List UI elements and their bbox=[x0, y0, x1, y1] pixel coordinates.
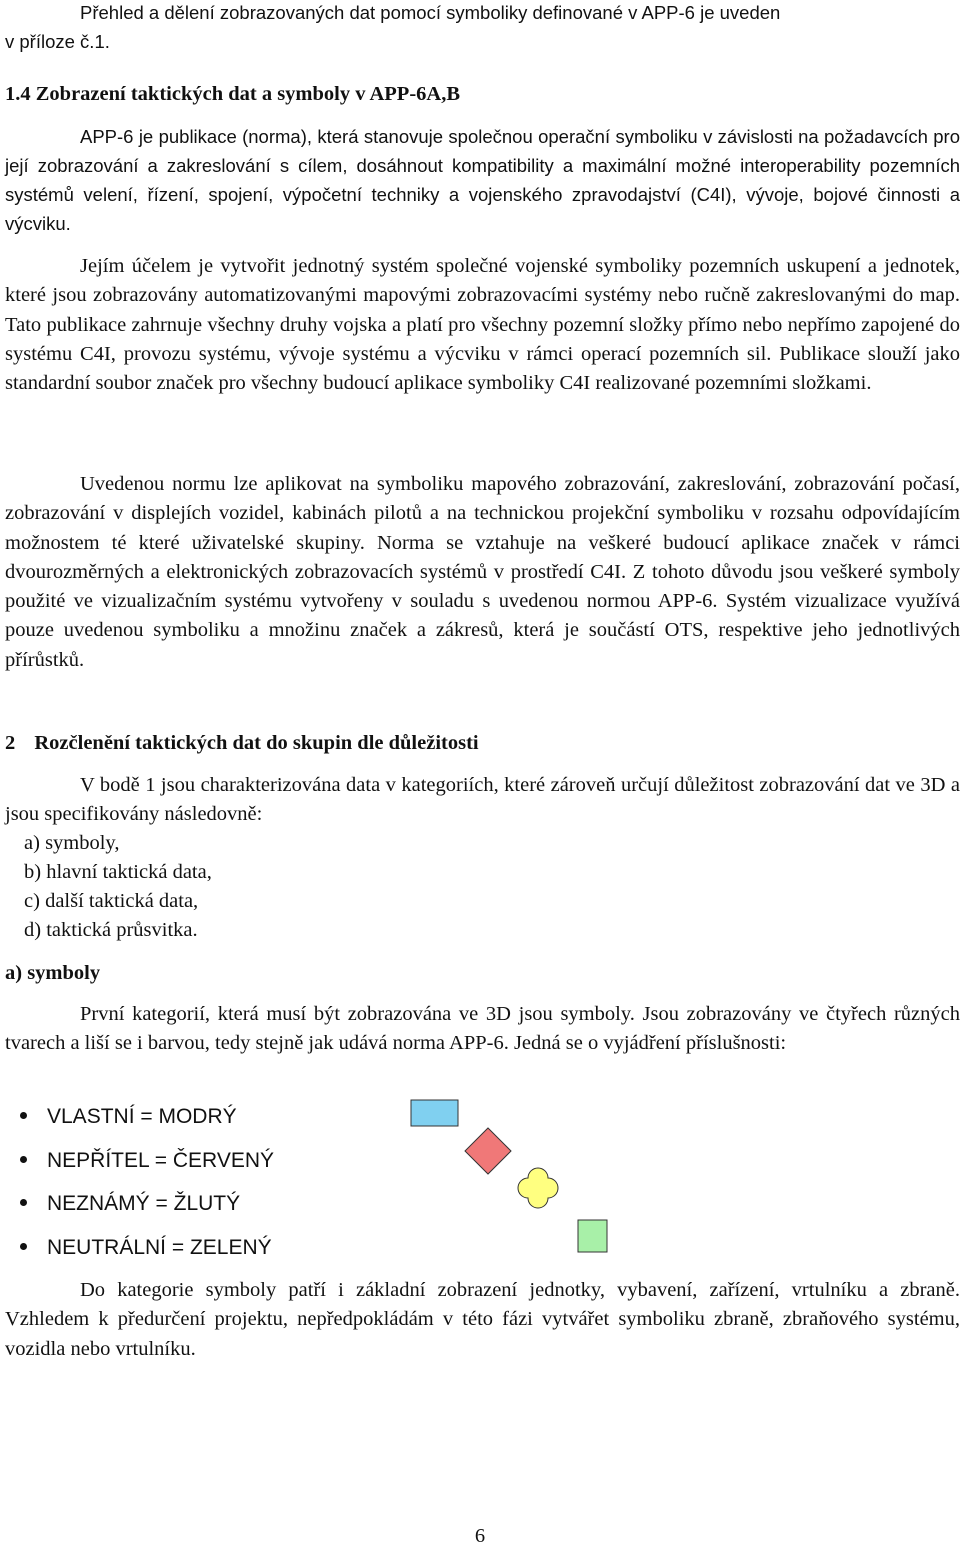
section-number: 2 bbox=[5, 732, 16, 754]
section-number: 1.4 bbox=[5, 83, 31, 105]
bullet-icon bbox=[20, 1199, 27, 1206]
unknown-quatrefoil-icon bbox=[518, 1168, 558, 1208]
neutral-square-icon bbox=[578, 1220, 607, 1252]
bullet-icon bbox=[20, 1112, 27, 1119]
section-2-paragraph-1: V bodě 1 jsou charakterizována data v kategoriích, které zároveň určují důležitost zobrazování dat ve 3D a jsou specifikovány následovně: bbox=[5, 774, 960, 826]
section-1-4-paragraph-2: Jejím účelem je vytvořit jednotný systém společné vojenské symboliky pozemních uskupení a jednotek, které jsou zobrazovány automatizovanými mapovými zobrazovacími systémy nebo ručně zakreslovanými do map. Tato publikace zahrnuje všechny druhy vojska a platí pro všechny pozemní složky přímo nebo nepřímo zapojené do systému C4I, provozu systému, vývoje systému a výcviku v rámci operací pozemních sil. Publikace slouží jako standardní soubor značek pro všechny budoucí aplikace symboliky C4I realizované pozemními složkami. bbox=[5, 255, 960, 395]
section-1-4-heading bbox=[5, 80, 460, 109]
affiliation-symbols bbox=[400, 1090, 620, 1260]
friendly-rectangle-icon bbox=[411, 1100, 458, 1126]
bullet-icon bbox=[20, 1243, 27, 1250]
intro-line-1: Přehled a dělení zobrazovaných dat pomocí symboliky definované v APP-6 je uveden bbox=[80, 2, 781, 23]
section-1-4-paragraph-1: APP-6 je publikace (norma), která stanovuje společnou operační symboliku v závislosti na požadavcích pro její zobrazování a zakreslování s cílem, dosáhnout kompatibility a maximální možné interoperability pozemních systémů velení, řízení, spojení, výpočetní techniky a vojenského zpravodajství (C4I), vývoje, bojové činnosti a výcviku. bbox=[5, 126, 960, 234]
affiliation-item-friendly: VLASTNÍ = MODRÝ bbox=[20, 1102, 237, 1131]
page-number: 6 bbox=[474, 1525, 486, 1547]
section-title: Rozčlenění taktických dat do skupin dle důležitosti bbox=[34, 732, 479, 754]
affiliation-item-unknown: NEZNÁMÝ = ŽLUTÝ bbox=[20, 1189, 240, 1218]
section-title: Zobrazení taktických dat a symboly v APP-6A,B bbox=[35, 83, 460, 105]
section-2-paragraph-2: První kategorií, která musí být zobrazována ve 3D jsou symboly. Jsou zobrazovány ve čtyřech různých tvarech a liší se i barvou, tedy stejně jak udává norma APP-6. Jedná se o vyjádření příslušnosti: bbox=[5, 1003, 960, 1055]
list-item: a) symboly, bbox=[24, 832, 120, 854]
bullet-icon bbox=[20, 1156, 27, 1163]
hostile-diamond-icon bbox=[465, 1128, 511, 1174]
section-2-heading bbox=[5, 729, 479, 758]
affiliation-item-neutral: NEUTRÁLNÍ = ZELENÝ bbox=[20, 1233, 272, 1262]
intro-line-2: v příloze č.1. bbox=[5, 31, 110, 52]
subheading-symboly: a) symboly bbox=[5, 962, 101, 984]
section-2-paragraph-3: Do kategorie symboly patří i základní zobrazení jednotky, vybavení, zařízení, vrtulníku a zbraně. Vzhledem k předurčení projektu, nepředpokládám v této fázi vytvářet symboliku zbraně, zbraňového systému, vozidla nebo vrtulníku. bbox=[5, 1279, 960, 1360]
affiliation-item-hostile: NEPŘÍTEL = ČERVENÝ bbox=[20, 1146, 274, 1175]
section-1-4-paragraph-3: Uvedenou normu lze aplikovat na symboliku mapového zobrazování, zakreslování, zobrazování počasí, zobrazování v displejích vozidel, kabinách pilotů a na technickou projekční symboliku v rozsahu odpovídajícím možnostem té které uživatelské skupiny. Norma se vztahuje na veškeré budoucí aplikace značek v rámci dvourozměrných a elektronických zobrazovacích systémů v prostředí C4I. Z tohoto důvodu jsou veškeré symboly použité ve vizualizačním systému vytvořeny v souladu s uvedenou normou APP-6. Systém vizualizace využívá pouze uvedenou symboliku a množinu značek a zákresů, která je součástí OTS, respektive jeho jednotlivých přírůstků. bbox=[5, 473, 960, 671]
list-item: b) hlavní taktická data, bbox=[24, 861, 212, 883]
list-item: d) taktická průsvitka. bbox=[24, 919, 198, 941]
list-item: c) další taktická data, bbox=[24, 890, 199, 912]
